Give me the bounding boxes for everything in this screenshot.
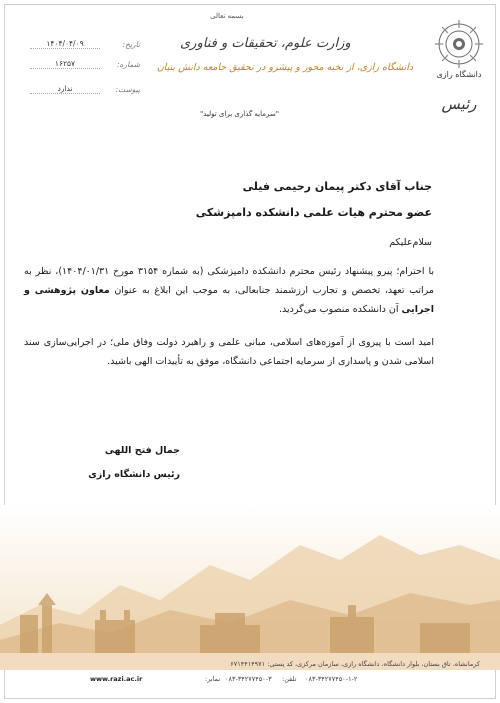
number-label: شماره: xyxy=(117,60,140,69)
university-logo-text: دانشگاه رازی xyxy=(436,70,482,79)
recipient-position: عضو محترم هیات علمی دانشکده دامپزشکی xyxy=(195,206,432,219)
footer-tel-value: ۰۸۳-۳۴۲۷۷۴۵۰-۱-۲ xyxy=(305,675,358,683)
attachment-label: پیوست: xyxy=(115,85,140,94)
footer-tel-label: تلفن: xyxy=(282,675,297,683)
paragraph-appointment xyxy=(24,262,434,319)
appointed-role: معاون پژوهشی و اجرایی xyxy=(24,285,434,315)
besmellah: بسمه تعالی xyxy=(210,12,244,20)
number-value: ۱۶۲۵۷ xyxy=(30,59,100,69)
ministry-title: وزارت علوم، تحقیقات و فناوری xyxy=(180,36,351,51)
number-row xyxy=(30,60,140,72)
attachment-value: ندارد xyxy=(30,84,100,94)
footer-website[interactable]: www.razi.ac.ir xyxy=(90,675,143,683)
date-label: تاریخ: xyxy=(122,40,140,49)
slogan: "سرمایه گذاری برای تولید" xyxy=(200,110,279,118)
recipient-name: جناب آقای دکتر پیمان رحیمی فیلی xyxy=(242,180,432,193)
footer-fax-value: ۰۸۳-۳۴۲۷۷۴۵۰-۳ xyxy=(225,675,272,683)
signer-position: رئیس دانشگاه رازی xyxy=(88,469,180,480)
paragraph-appointment-a: با احترام؛ پیرو پیشنهاد رئیس محترم دانشکده دامپزشکی (به شماره ۳۱۵۴ مورخ ۱۴۰۴/۰۱/۳۱)، نظر به مراتب تعهد، تخصص و تجارب ارزشمند جنابعالی، به موجب این ابلاغ به عنوان xyxy=(24,266,435,296)
date-value: ۱۴۰۴/۰۴/۰۹ xyxy=(30,39,100,49)
signer-name: جمال فتح اللهی xyxy=(104,445,180,456)
greeting: سلام‌علیکم xyxy=(389,237,432,248)
signer-title: رئیس xyxy=(441,95,477,113)
footer-address: کرمانشاه، تاق بستان، بلوار دانشگاه، دانشگاه رازی، سازمان مرکزی، کد پستی: ۶۷۱۴۴۱۴۹۷۱ xyxy=(230,660,480,668)
university-emblem-icon xyxy=(432,16,486,76)
mountain-landscape-icon xyxy=(0,505,500,670)
landscape-illustration xyxy=(0,505,500,670)
office-title: دانشگاه رازی، از نخبه محور و پیشرو در تحقیق جامعه دانش بنیان xyxy=(156,62,414,73)
paragraph-appointment-b: آن دانشکده منصوب می‌گردید. xyxy=(278,304,402,315)
footer-fax-label: نمابر: xyxy=(205,675,221,683)
attachment-row xyxy=(30,85,140,97)
date-row xyxy=(30,40,140,52)
paragraph-wishes: امید است با پیروی از آموزه‌های اسلامی، مبانی علمی و راهبرد دولت وفاق ملی؛ در اجرایی‌سازی سند اسلامی شدن و پاسداری از سرمایه اجتماعی دانشگاه، موفق به تأییدات الهی باشید. xyxy=(24,337,434,367)
